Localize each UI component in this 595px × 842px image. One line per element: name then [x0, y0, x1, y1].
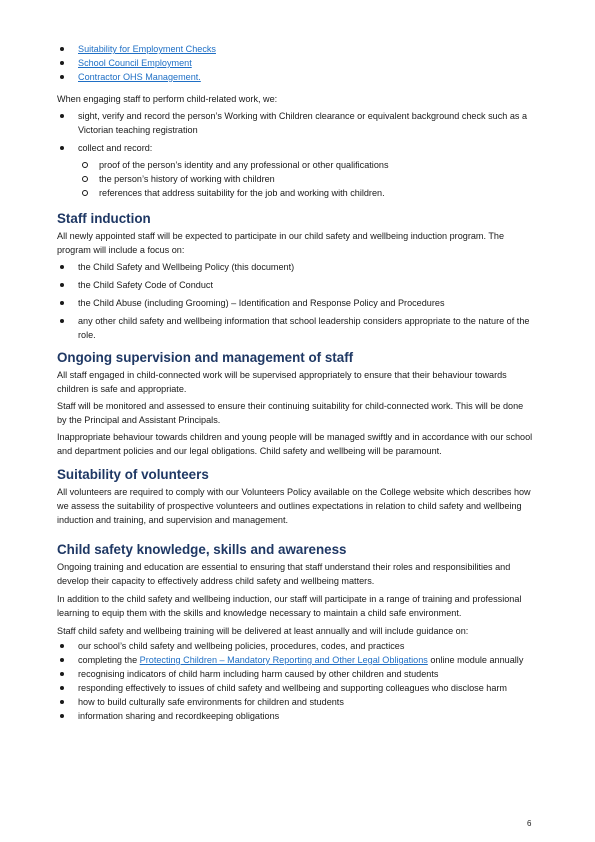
list-item [57, 141, 535, 155]
heading-ongoing-supervision: Ongoing supervision and management of staff [57, 350, 354, 365]
link-school-council-employment[interactable]: School Council Employment [78, 58, 192, 68]
list-item: responding effectively to issues of child safety and wellbeing and supporting colleagues who disclose harm [57, 681, 535, 695]
page-number: 6 [527, 819, 532, 828]
document-page [57, 42, 535, 723]
engaging-list [57, 109, 535, 155]
collect-record-sublist [57, 158, 535, 200]
heading-staff-induction: Staff induction [57, 211, 151, 226]
list-item: recognising indicators of child harm including harm caused by other children and students [57, 667, 535, 681]
list-item: any other child safety and wellbeing information that school leadership considers appropriate to the nature of the role. [57, 314, 535, 342]
list-item: information sharing and recordkeeping obligations [57, 709, 535, 723]
list-item: how to build culturally safe environments for children and students [57, 695, 535, 709]
list-item[interactable] [57, 42, 535, 56]
item-prefix: completing the [78, 655, 140, 665]
link-suitability-checks[interactable]: Suitability for Employment Checks [78, 44, 216, 54]
list-item: our school’s child safety and wellbeing policies, procedures, codes, and practices [57, 639, 535, 653]
heading-child-safety-knowledge: Child safety knowledge, skills and awareness [57, 542, 347, 557]
list-item [57, 653, 535, 667]
knowledge-paragraph-1: Ongoing training and education are essential to ensuring that staff understand their roles and responsibilities and develop their capacity to effectively address child safety and wellbeing matters. [57, 562, 511, 586]
list-item: the Child Abuse (including Grooming) – Identification and Response Policy and Procedures [57, 296, 535, 310]
list-item: proof of the person’s identity and any professional or other qualifications [57, 158, 535, 172]
knowledge-paragraph-3: Staff child safety and wellbeing training will be delivered at least annually and will include guidance on: [57, 626, 469, 636]
supervision-paragraph-3: Inappropriate behaviour towards children and young people will be managed swiftly and in accordance with our school and department policies and our legal obligations. Child safety and wellbeing will be paramount. [57, 432, 533, 456]
heading-suitability-volunteers: Suitability of volunteers [57, 467, 209, 482]
engaging-intro: When engaging staff to perform child-related work, we: [57, 94, 278, 104]
list-item: references that address suitability for the job and working with children. [57, 186, 535, 200]
volunteers-paragraph: All volunteers are required to comply with our Volunteers Policy available on the College website which describes how we assess the suitability of prospective volunteers and outlines expectations in relation to child safety and wellbeing induction and training, and supervision and management. [57, 487, 531, 525]
list-item[interactable] [57, 70, 535, 84]
list-item: the person’s history of working with children [57, 172, 535, 186]
item-suffix: online module annually [427, 655, 524, 665]
list-item[interactable] [57, 56, 535, 70]
related-policies-list [57, 42, 535, 84]
collect-record-label: collect and record: [78, 143, 153, 153]
link-protecting-children-module[interactable]: Protecting Children – Mandatory Reporting and Other Legal Obligations [139, 655, 428, 665]
knowledge-paragraph-2: In addition to the child safety and wellbeing induction, our staff will participate in a range of training and professional learning to equip them with the skills and knowledge necessary to maintain a child safe environment. [57, 594, 522, 618]
link-contractor-ohs[interactable]: Contractor OHS Management. [78, 72, 201, 82]
induction-paragraph: All newly appointed staff will be expected to participate in our child safety and wellbeing induction program. The program will include a focus on: [57, 231, 505, 255]
list-item: sight, verify and record the person’s Working with Children clearance or equivalent background check such as a Victorian teaching registration [57, 109, 535, 137]
list-item: the Child Safety and Wellbeing Policy (this document) [57, 260, 535, 274]
list-item: the Child Safety Code of Conduct [57, 278, 535, 292]
training-guidance-list [57, 639, 535, 723]
supervision-paragraph-1: All staff engaged in child-connected work will be supervised appropriately to ensure that their behaviour towards children is safe and appropriate. [57, 370, 507, 394]
induction-focus-list [57, 260, 535, 342]
supervision-paragraph-2: Staff will be monitored and assessed to ensure their continuing suitability for child-connected work. This will be done by the Principal and Assistant Principals. [57, 401, 524, 425]
